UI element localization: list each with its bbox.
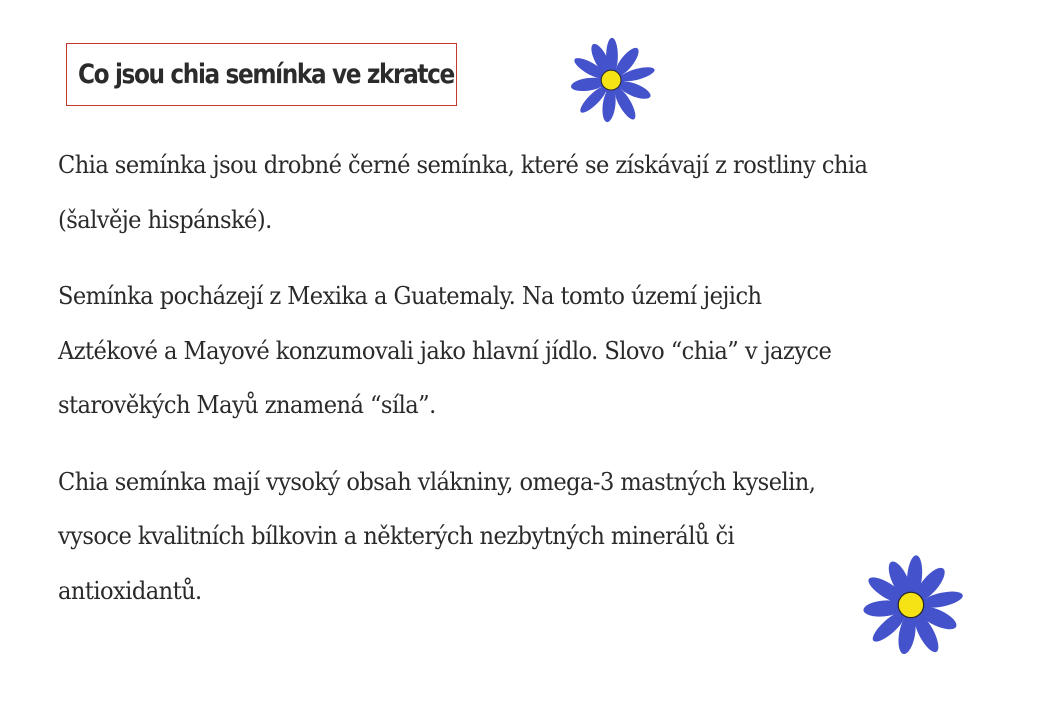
paragraph-2 [58,269,979,433]
flower-icon [566,36,658,126]
text-line: Aztékové a Mayové konzumovali jako hlavní jídlo. Slovo “chia” v jazyce [58,336,832,365]
paragraph-3 [58,455,979,619]
text-line: (šalvěje hispánské). [58,205,272,234]
text-line: Chia semínka mají vysoký obsah vlákniny, omega-3 mastných kyselin, [58,467,816,496]
flower-icon [856,553,968,659]
page-title: Co jsou chia semínka ve zkratce [78,59,454,90]
text-line: antioxidantů. [58,576,202,605]
content [58,138,978,640]
text-line: Semínka pocházejí z Mexika a Guatemaly. Na tomto území jejich [58,282,762,310]
text-line: starověkých Mayů znamená “síla”. [58,391,436,419]
text-line: vysoce kvalitních bílkovin a některých nezbytných minerálů či [58,522,735,550]
title-box [66,43,457,106]
text-line: Chia semínka jsou drobné černé semínka, které se získávají z rostliny chia [58,151,868,179]
paragraph-1 [58,138,979,247]
